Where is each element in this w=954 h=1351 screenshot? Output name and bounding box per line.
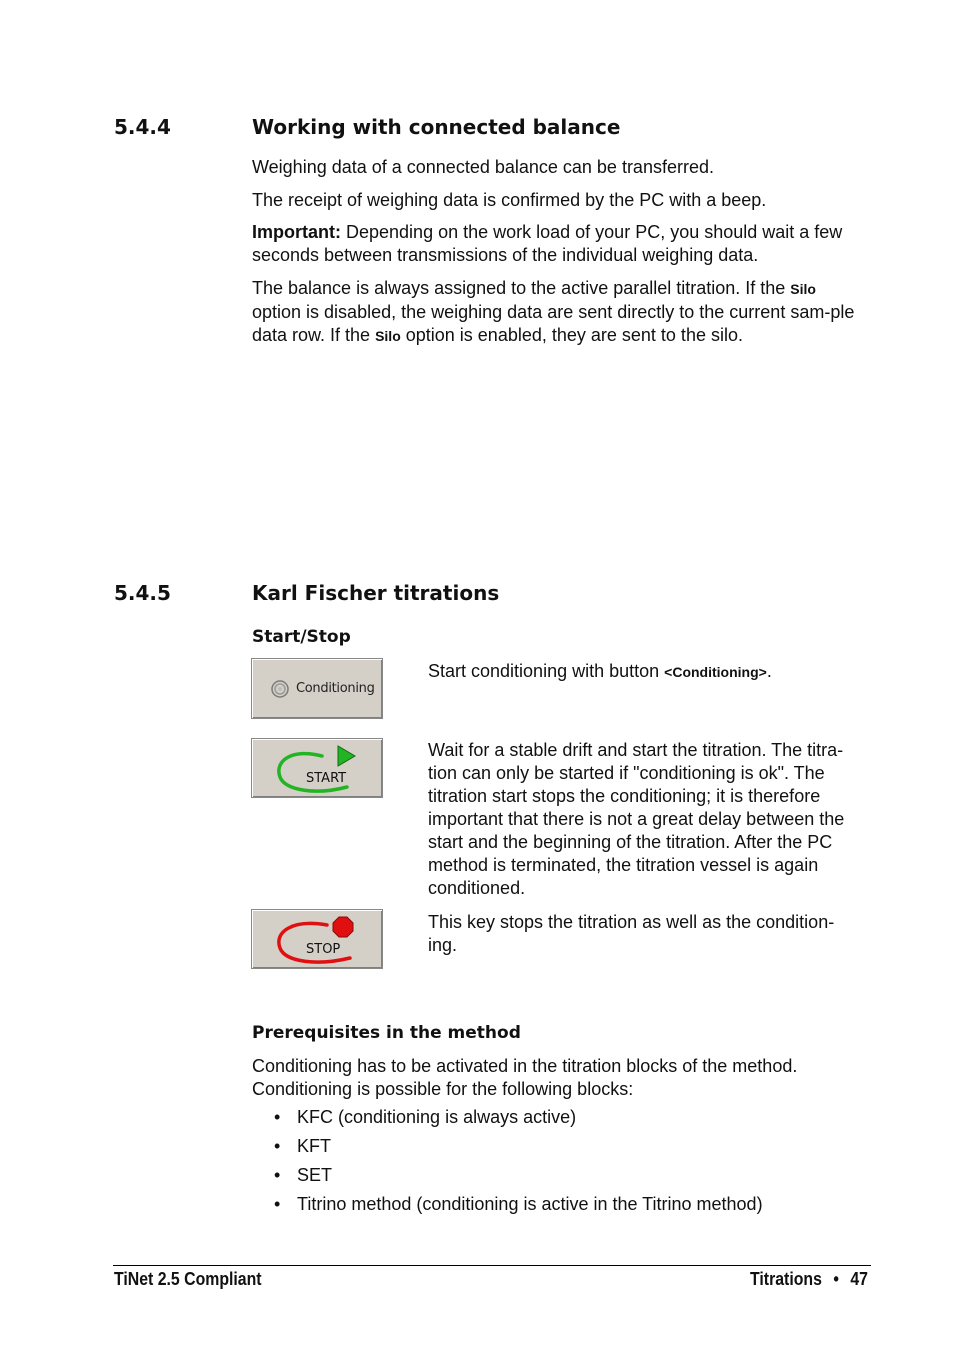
start-description: Wait for a stable drift and start the titration. The titra-tion can only be started if "conditioning is ok". The titration start stops the conditioning; it is therefore important that there is not a great delay between the start and the beginning of the titration. After the PC method is terminated, the titration vessel is again conditioned. xyxy=(428,740,845,898)
footer-right xyxy=(750,1269,868,1290)
start-button-label: START xyxy=(306,771,347,786)
silo-text-c: option is enabled, they are sent to the silo. xyxy=(400,325,743,345)
paragraph-weighing-transfer: Weighing data of a connected balance can be transferred. xyxy=(252,157,714,177)
silo-text-a: The balance is always assigned to the active parallel titration. If the xyxy=(252,278,791,298)
section-title-545: Karl Fischer titrations xyxy=(252,581,500,605)
conditioning-desc-a: Start conditioning with button xyxy=(428,661,665,681)
start-button[interactable] xyxy=(251,738,383,798)
conditioning-description xyxy=(428,660,868,684)
bullet-icon: • xyxy=(274,1165,281,1185)
conditioning-button[interactable] xyxy=(251,658,383,719)
section-number-545: 5.4.5 xyxy=(114,581,171,605)
stop-description: This key stops the titration as well as the condition-ing. xyxy=(428,912,835,955)
footer-left: TiNet 2.5 Compliant xyxy=(114,1269,262,1289)
footer-section: Titrations xyxy=(750,1269,822,1289)
page-number: 47 xyxy=(850,1269,868,1289)
section-title-544: Working with connected balance xyxy=(252,115,621,139)
list-item: • KFT xyxy=(274,1136,331,1156)
conditioning-button-label: Conditioning xyxy=(296,681,375,696)
silo-text-b: option is disabled, the weighing data are sent directly to the current sam-ple data row. If the xyxy=(252,302,855,345)
important-label: Important: xyxy=(252,222,341,242)
footer-divider xyxy=(113,1265,871,1266)
subheading-start-stop: Start/Stop xyxy=(252,627,351,647)
bullet-icon: • xyxy=(274,1107,281,1127)
bullet-icon: • xyxy=(274,1194,281,1214)
paragraph-silo xyxy=(252,277,862,348)
conditioning-desc-keyword: <Conditioning> xyxy=(664,664,767,680)
bullet-icon: • xyxy=(274,1136,281,1156)
paragraph-prerequisites: Conditioning has to be activated in the titration blocks of the method. Conditioning is possible for the following blocks: xyxy=(252,1056,798,1099)
section-number-544: 5.4.4 xyxy=(114,115,171,139)
block-list xyxy=(274,1106,874,1222)
subheading-prerequisites: Prerequisites in the method xyxy=(252,1023,521,1043)
stop-button[interactable] xyxy=(251,909,383,969)
silo-keyword-1: Silo xyxy=(790,281,816,297)
footer-bullet: • xyxy=(833,1269,839,1289)
list-item: • SET xyxy=(274,1165,333,1185)
paragraph-important xyxy=(252,221,872,267)
list-item: • Titrino method (conditioning is active in the Titrino method) xyxy=(274,1194,763,1214)
stop-button-label: STOP xyxy=(306,942,341,957)
important-text: Depending on the work load of your PC, you should wait a few seconds between transmissions of the individual weighing data. xyxy=(252,222,843,265)
list-item: • KFC (conditioning is always active) xyxy=(274,1107,577,1127)
silo-keyword-2: Silo xyxy=(375,328,401,344)
paragraph-beep: The receipt of weighing data is confirmed by the PC with a beep. xyxy=(252,190,767,210)
conditioning-desc-b: . xyxy=(766,661,772,681)
